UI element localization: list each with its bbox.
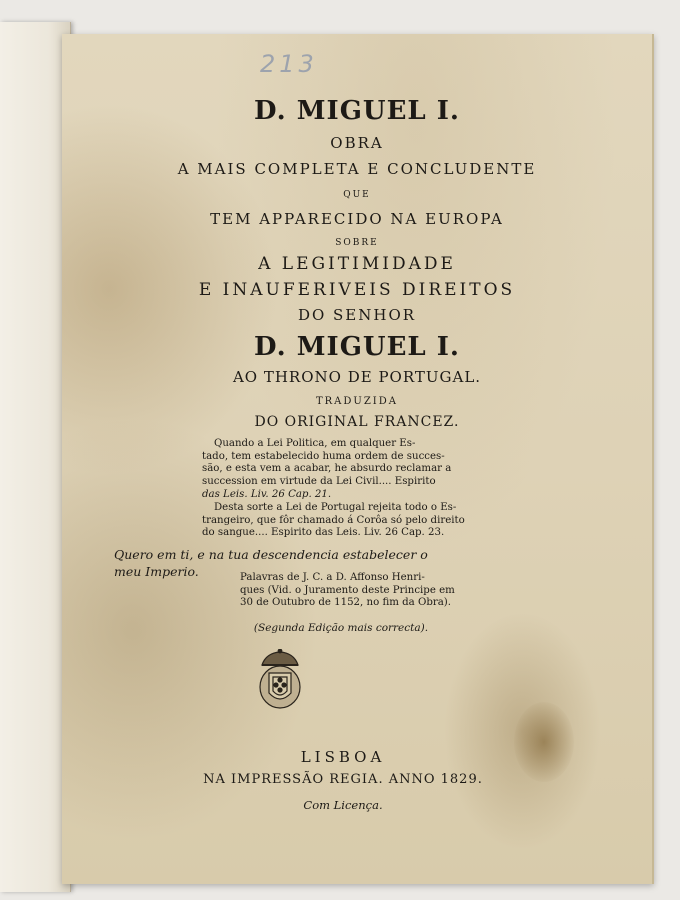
- line-traduzida: TRADUZIDA: [315, 396, 398, 407]
- attribution-line: ques (Vid. o Juramento deste Principe em: [240, 584, 455, 596]
- quote-line: são, e esta vem a acabar, he absurdo reclamar a: [202, 463, 452, 475]
- line-senhor: DO SENHOR: [297, 306, 417, 324]
- quote-line: das Leis. Liv. 26 Cap. 21.: [202, 488, 332, 500]
- line-apparecido: TEM APPARECIDO NA EUROPA: [210, 210, 504, 228]
- line-throno: AO THRONO DE PORTUGAL.: [232, 368, 482, 386]
- press: NA IMPRESSÃO REGIA. ANNO 1829.: [203, 772, 483, 787]
- line-inauferiveis: E INAUFERIVEIS DIREITOS: [198, 280, 516, 300]
- verse-line: meu Imperio.: [114, 564, 199, 579]
- title-page: [62, 34, 654, 884]
- line-que: QUE: [343, 190, 371, 200]
- line-sobre: SOBRE: [335, 238, 379, 248]
- attribution-line: Palavras de J. C. a D. Affonso Henri-: [240, 572, 425, 583]
- line-obra: OBRA: [330, 134, 384, 152]
- quote-line: Quando a Lei Politica, em qualquer Es-: [214, 438, 416, 449]
- quote-line: Desta sorte a Lei de Portugal rejeita todo o Es-: [214, 502, 457, 513]
- quote-line: succession em virtude da Lei Civil.... Espirito: [202, 476, 436, 488]
- line-original: DO ORIGINAL FRANCEZ.: [254, 414, 460, 430]
- water-stain: [514, 702, 574, 782]
- quote-espirito-23: [202, 502, 465, 540]
- licence: Com Licença.: [303, 798, 383, 812]
- quote-line: trangeiro, que fôr chamado á Corôa só pelo direito: [202, 514, 465, 526]
- quote-line: tado, tem estabelecido huma ordem de succes-: [202, 450, 445, 462]
- verse-line: Quero em ti, e na tua descendencia estabelecer o: [114, 547, 428, 562]
- quote-espirito-21: [202, 438, 452, 502]
- attribution-line: 30 de Outubro de 1152, no fim da Obra).: [240, 597, 452, 609]
- line-legitimidade: A LEGITIMIDADE: [258, 254, 456, 274]
- city: LISBOA: [300, 748, 386, 766]
- quote-line: do sangue.... Espirito das Leis. Liv. 26 Cap. 23.: [202, 527, 445, 539]
- attribution: [240, 572, 460, 610]
- edition-note: (Segunda Edição mais correcta).: [253, 622, 429, 634]
- handwritten-number: 213: [260, 50, 318, 78]
- title-second: D. MIGUEL I.: [254, 332, 460, 362]
- title-top: D. MIGUEL I.: [254, 96, 460, 126]
- line-completa: A MAIS COMPLETA E CONCLUDENTE: [177, 160, 537, 178]
- royal-coat-of-arms-icon: [252, 649, 308, 711]
